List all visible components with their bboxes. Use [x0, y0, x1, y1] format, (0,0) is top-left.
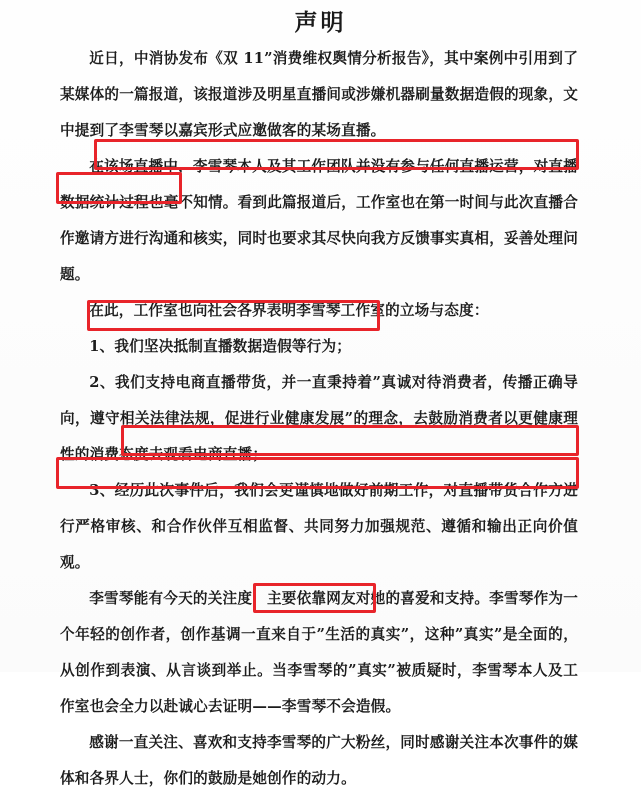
paragraph-4-item-1: 1、我们坚决抵制直播数据造假等行为；: [89, 338, 352, 355]
page-title: 声明: [294, 10, 347, 36]
paragraph-8: 感谢一直关注、喜欢和支持李雪琴的广大粉丝，同时感谢关注本次事件的媒体和各界人士，你们的鼓励是她创作的动力。: [60, 734, 578, 787]
paragraph-6-item-3: 3、经历此次事件后，我们会更谨慎地做好前期工作，对直播带货合作方进行严格审核、和合作伙伴互相监督、共同努力加强规范、遵循和输出正向价值观。: [60, 482, 578, 571]
paragraph-1: 近日，中消协发布《双 11”消费维权舆情分析报告》，其中案例中引用到了某媒体的一篇报道，该报道涉及明星直播间或涉嫌机器刷量数据造假的现象，文中提到了李雪琴以嘉宾形式应邀做客的某场直播。: [60, 50, 578, 139]
paragraph-3: 在此，工作室也向社会各界表明李雪琴工作室的立场与态度：: [89, 302, 489, 319]
paragraph-5-item-2: 2、我们支持电商直播带货，并一直秉持着”真诚对待消费者，传播正确导向，遵守相关法律法规，促进行业健康发展”的理念，去鼓励消费者以更健康理性的消费态度去观看电商直播；: [60, 374, 578, 463]
document-body: [60, 41, 578, 797]
paragraph-2: 在该场直播中，李雪琴本人及其工作团队并没有参与任何直播运营，对直播数据统计过程也毫不知情。看到此篇报道后，工作室也在第一时间与此次直播合作邀请方进行沟通和核实，同时也要求其尽快向我方反馈事实真相，妥善处理问题。: [60, 158, 578, 283]
paragraph-7: 李雪琴能有今天的关注度，主要依靠网友对她的喜爱和支持。李雪琴作为一个年轻的创作者，创作基调一直来自于”生活的真实”，这种”真实”是全面的，从创作到表演、从言谈到举止。当李雪琴的”真实”被质疑时，李雪琴本人及工作室也会全力以赴诚心去证明——李雪琴不会造假。: [60, 590, 578, 715]
